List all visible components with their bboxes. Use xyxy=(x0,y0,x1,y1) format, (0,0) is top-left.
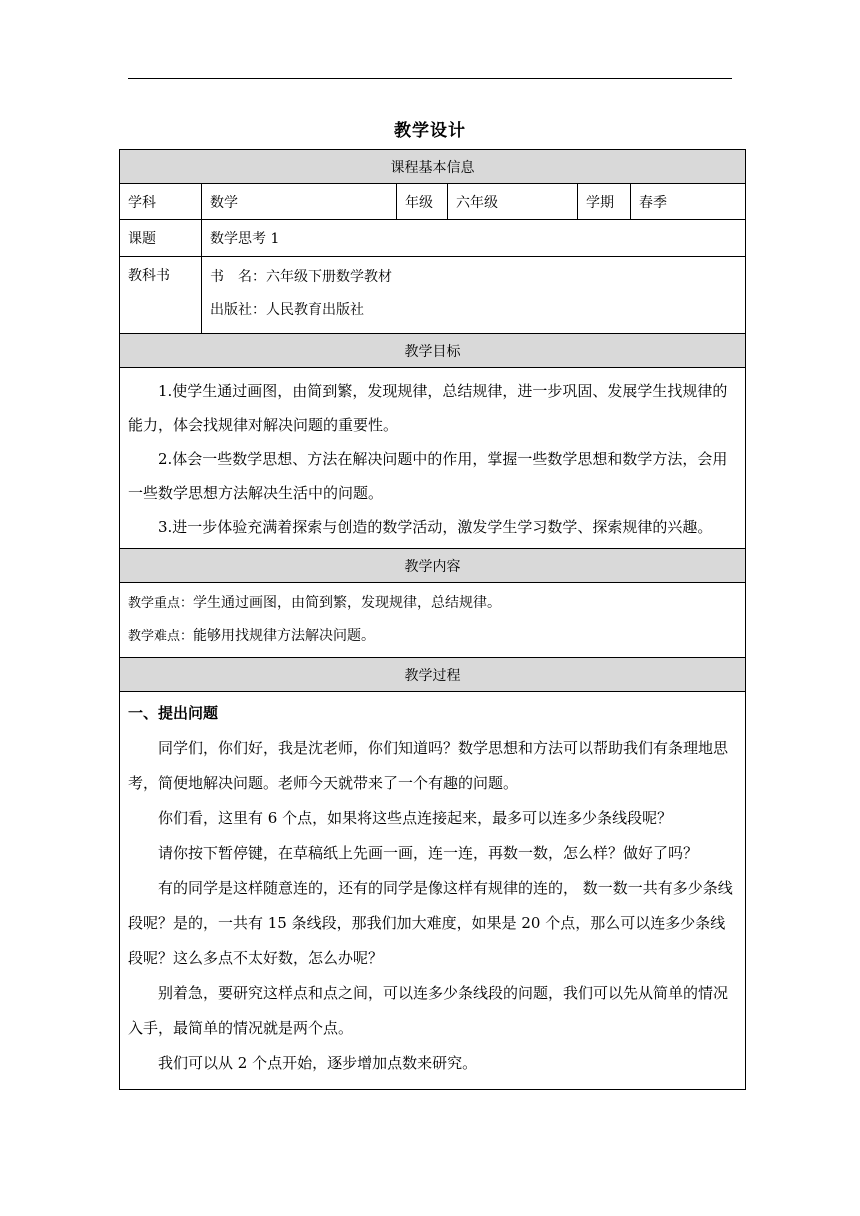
textbook-label: 教科书 xyxy=(120,257,202,334)
difficulty-text: 能够用找规律方法解决问题。 xyxy=(193,628,376,644)
process-body xyxy=(120,692,746,1090)
textbook-info xyxy=(202,257,746,334)
topic-value: 数学思考 1 xyxy=(202,220,746,257)
basic-info-header-row xyxy=(120,150,746,184)
topic-label: 课题 xyxy=(120,220,202,257)
objectives-header: 教学目标 xyxy=(120,334,746,368)
section-heading: 一、提出问题 xyxy=(128,704,219,722)
difficulty-label: 教学难点： xyxy=(128,629,194,644)
difficulty-point xyxy=(128,620,737,653)
header-rule xyxy=(128,78,732,79)
content-body xyxy=(120,583,746,658)
lesson-plan-table xyxy=(119,149,746,1090)
objective-item: 3.进一步体验充满着探索与创造的数学活动，激发学生学习数学、探索规律的兴趣。 xyxy=(158,518,713,536)
grade-label: 年级 xyxy=(397,184,448,220)
process-row xyxy=(120,692,746,1090)
objective-item: 2.体会一些数学思想、方法在解决问题中的作用，掌握一些数学思想和数学方法，会用一些数学思想方法解决生活中的问题。 xyxy=(128,450,728,502)
textbook-publisher: 出版社：人民教育出版社 xyxy=(210,302,364,318)
objectives-header-row xyxy=(120,334,746,368)
process-paragraph: 别着急，要研究这样点和点之间，可以连多少条线段的问题，我们可以先从简单的情况入手，最简单的情况就是两个点。 xyxy=(128,984,729,1037)
process-paragraph: 有的同学是这样随意连的，还有的同学是像这样有规律的连的， 数一数一共有多少条线段呢？是的，一共有 15 条线段，那我们加大难度，如果是 20 个点，那么可以连多少条线段呢？这么多点不太好数，怎么办呢？ xyxy=(128,879,733,967)
content-header-row xyxy=(120,549,746,583)
term-value: 春季 xyxy=(631,184,746,220)
process-paragraph: 同学们，你们好，我是沈老师，你们知道吗？数学思想和方法可以帮助我们有条理地思考，简便地解决问题。老师今天就带来了一个有趣的问题。 xyxy=(128,739,729,792)
document-title: 教学设计 xyxy=(394,121,466,141)
textbook-name: 书 名：六年级下册数学教材 xyxy=(210,269,392,285)
subject-row xyxy=(120,184,746,220)
objectives-body xyxy=(120,368,746,549)
grade-value: 六年级 xyxy=(448,184,578,220)
process-header-row xyxy=(120,658,746,692)
key-point-text: 学生通过画图，由简到繁，发现规律，总结规律。 xyxy=(193,595,502,611)
basic-info-header: 课程基本信息 xyxy=(120,150,746,184)
process-paragraph: 你们看，这里有 6 个点，如果将这些点连接起来，最多可以连多少条线段呢？ xyxy=(158,809,673,827)
key-point-label: 教学重点： xyxy=(128,596,194,611)
subject-label: 学科 xyxy=(120,184,202,220)
textbook-row xyxy=(120,257,746,334)
content-row xyxy=(120,583,746,658)
content-header: 教学内容 xyxy=(120,549,746,583)
subject-value: 数学 xyxy=(202,184,397,220)
term-label: 学期 xyxy=(578,184,631,220)
process-paragraph: 我们可以从 2 个点开始，逐步增加点数来研究。 xyxy=(158,1054,478,1072)
key-point xyxy=(128,587,737,620)
process-header: 教学过程 xyxy=(120,658,746,692)
topic-row xyxy=(120,220,746,257)
objective-item: 1.使学生通过画图，由简到繁，发现规律，总结规律，进一步巩固、发展学生找规律的能力，体会找规律对解决问题的重要性。 xyxy=(128,382,728,434)
process-paragraph: 请你按下暂停键，在草稿纸上先画一画，连一连，再数一数，怎么样？做好了吗？ xyxy=(158,844,699,862)
objectives-row xyxy=(120,368,746,549)
